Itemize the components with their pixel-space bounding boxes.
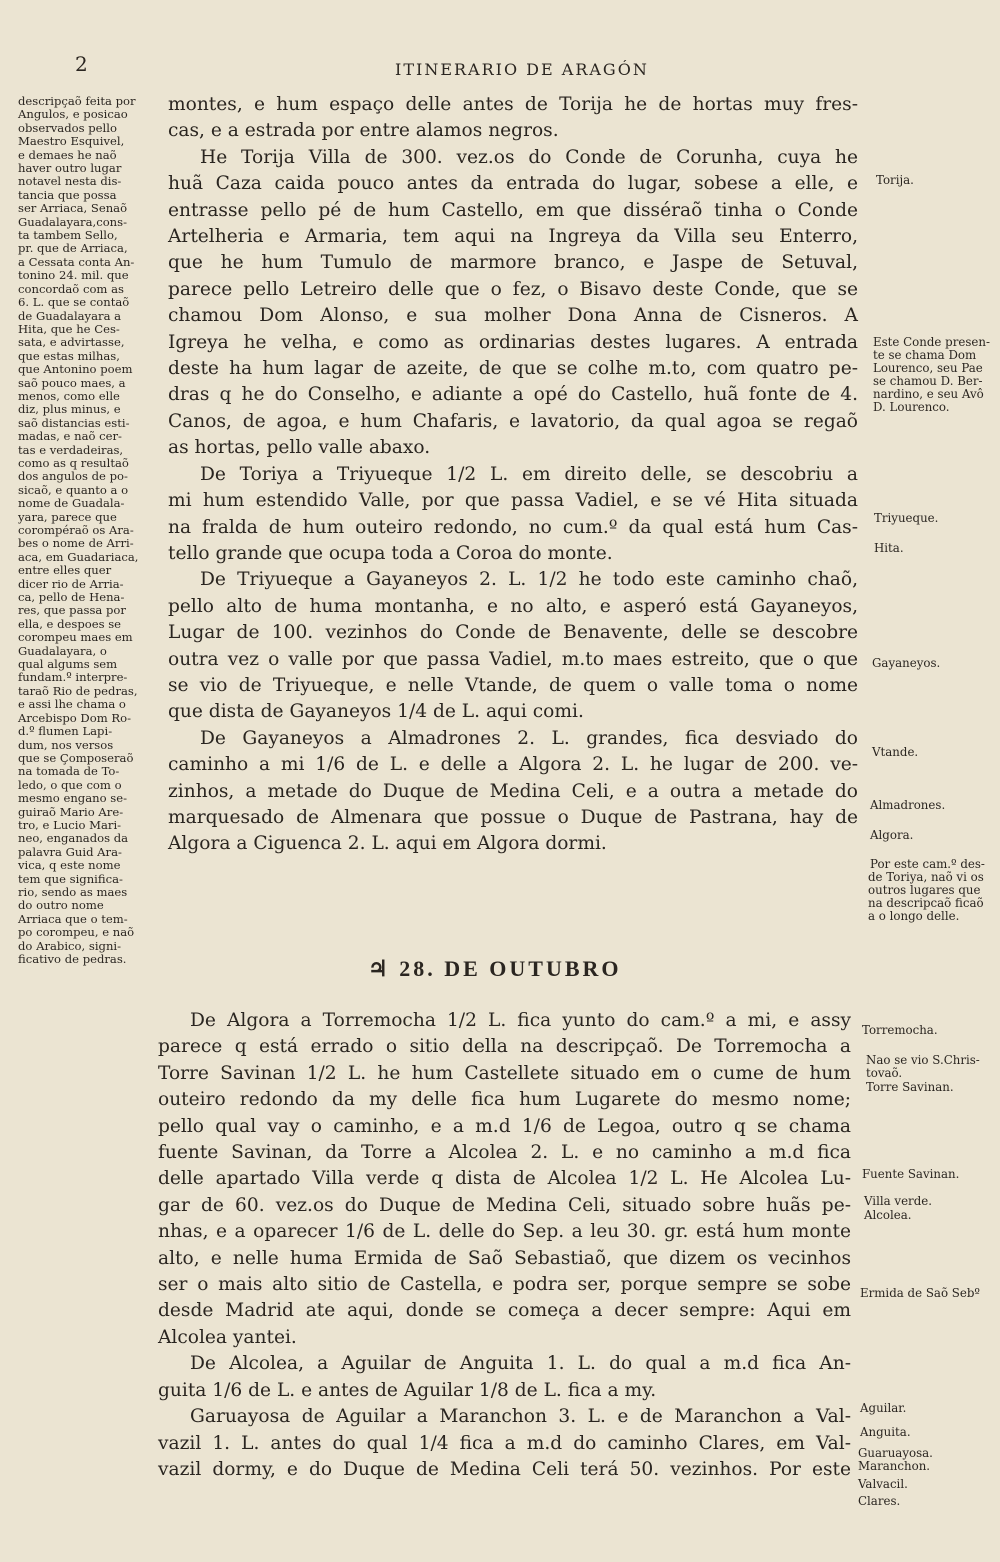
left-note-line: aca, em Guadariaca, [18,549,139,564]
left-note-line: qual algums sem [18,657,118,672]
main-text-block-2 [158,1008,851,1483]
left-note-line: Hita, que he Ces- [18,321,120,336]
side-note: Este Conde presen- [873,335,990,349]
running-head: ITINERARIO DE ARAGÓN [395,60,649,79]
left-note-line: entre elles quer [18,563,112,578]
side-note: te se chama Dom [873,348,977,362]
left-note-line: ta tambem Sello, [18,228,118,243]
left-note-line: corompeu maes em [18,630,133,645]
page-number: 2 [75,52,88,76]
text-line: desde Madrid ate aqui, donde se começa a decer sempre: Aqui em [158,1300,851,1322]
left-margin-note [18,95,164,966]
side-note: Almadrones. [870,798,946,812]
left-note-line: menos, como elle [18,388,120,403]
text-line: entrasse pello pé de hum Castello, em que disséraõ tinha o Conde [168,199,858,221]
side-note: Valvacil. [858,1477,908,1491]
side-note: Lourenco, seu Pae [873,361,983,375]
side-note: a o longo delle. [868,909,960,923]
left-note-line: tonino 24. mil. que [18,268,129,283]
left-note-line: 6. L. que se contaõ [18,295,130,310]
left-note-line: na tomada de To- [18,764,120,779]
text-line: dras q he do Conselho, e adiante a opé do Castello, huã fonte de 4. [168,384,858,406]
left-note-line: palavra Guid Ara- [18,844,122,859]
text-line: De Alcolea, a Aguilar de Anguita 1. L. do qual a m.d fica An- [190,1353,851,1375]
side-note: Torremocha. [862,1023,938,1037]
side-note: tovaõ. [866,1066,903,1080]
side-note: Villa verde. [864,1194,932,1208]
left-note-line: ella, e despoes se [18,616,122,631]
text-line: delle apartado Villa verde q dista de Alcolea 1/2 L. He Alcolea Lu- [158,1168,851,1190]
text-line: outra vez o valle por que passa Vadiel, m.to maes estreito, que o que [168,648,858,670]
left-note-line: Angulos, e posicao [18,107,128,122]
left-note-line: mesmo engano se- [18,791,127,806]
left-note-line: e demaes he naõ [18,147,117,162]
text-line: parece q está errado o sitio della na descripçaõ. De Torremocha a [158,1036,851,1058]
left-note-line: saõ pouco maes, a [18,375,126,390]
text-line: De Gayaneyos a Almadrones 2. L. grandes, fica desviado do [200,727,858,749]
text-line: caminho a mi 1/6 de L. e delle a Algora 2. L. he lugar de 200. ve- [168,754,858,776]
left-note-line: neo, enganados da [18,831,129,846]
text-line: na fralda de hum outeiro redondo, no cum.º da qual está hum Cas- [168,516,858,538]
left-note-line: vica, q este nome [18,858,121,873]
left-note-line: ser Arriaca, Senaõ [18,201,128,216]
text-line: marquesado de Almenara que possue o Duque de Pastrana, hay de [168,806,858,828]
text-line: deste ha hum lagar de azeite, de que se colhe m.to, com quatro pe- [168,358,858,380]
main-text-block-1 [168,92,858,858]
left-note-line: sicaõ, e quanto a o [18,482,129,497]
left-note-line: bes o nome de Arri- [18,536,134,551]
text-line: Artelheria e Armaria, tem aqui na Ingreya da Villa seu Enterro, [168,226,858,248]
left-note-line: a Cessata conta An- [18,254,135,269]
text-line: pello qual vay o caminho, e a m.d 1/6 de Legoa, outro q se chama [158,1115,851,1137]
side-note: Guaruayosa. [858,1446,933,1460]
text-line: He Torija Villa de 300. vez.os do Conde de Corunha, cuya he [200,146,858,168]
side-note: Vtande. [872,745,919,759]
side-note: de Toriya, naõ vi os [868,870,984,884]
side-note: Ermida de Saõ Sebº [860,1286,980,1300]
left-note-line: observados pello [18,120,117,135]
text-line: as hortas, pello valle abaxo. [168,437,431,459]
text-line: huã Caza caida pouco antes da entrada do lugar, sobese a elle, e [168,173,858,195]
text-line: Canos, de agoa, e hum Chafaris, e lavatorio, da qual agoa se regaõ [168,410,858,432]
left-note-line: madas, e naõ cer- [18,429,122,444]
side-note: Algora. [870,828,914,842]
left-note-line: como as q resultaõ [18,455,129,470]
side-note: na descripcaõ ficaõ [868,896,984,910]
text-line: montes, e hum espaço delle antes de Torija he de hortas muy fres- [168,94,858,115]
left-note-line: Guadalayara,cons- [18,214,128,229]
text-line: pello alto de huma montanha, e no alto, e asperó está Gayaneyos, [168,595,858,617]
text-line: ser o mais alto sitio de Castella, e podra ser, porque sempre se sobe [158,1274,851,1296]
text-line: se vio de Triyueque, e nelle Vtande, de quem o valle toma o nome [168,674,858,696]
left-note-line: diz, plus minus, e [18,402,121,417]
text-line: vazil dormy, e do Duque de Medina Celi terá 50. vezinhos. Por este [158,1458,851,1480]
side-note: Hita. [874,541,904,555]
left-note-line: haver outro lugar [18,161,122,176]
left-note-line: Arcebispo Dom Ro- [18,710,132,725]
side-note: Torre Savinan. [866,1080,954,1094]
text-line: fuente Savinan, da Torre a Alcolea 2. L. e no caminho a m.d fica [158,1142,851,1164]
left-note-line: que se Çomposeraõ [18,750,134,765]
text-line: tello grande que ocupa toda a Coroa do monte. [168,542,613,564]
side-note: Anguita. [860,1425,911,1439]
side-note: Nao se vio S.Chris- [866,1053,980,1067]
side-note: Fuente Savinan. [862,1167,960,1181]
left-note-line: tas e verdadeiras, [18,442,124,457]
left-note-line: saõ distancias esti- [18,415,130,430]
text-line: gar de 60. vez.os do Duque de Medina Celi, situado sobre huãs pe- [158,1194,851,1216]
side-note: Por este cam.º des- [870,857,985,871]
left-note-line: de Guadalayara a [18,308,122,323]
left-note-line: ca, pello de Hena- [18,590,125,605]
left-note-line: descripçaõ feita por [18,94,136,108]
text-line: Garuayosa de Aguilar a Maranchon 3. L. e de Maranchon a Val- [190,1406,851,1428]
left-note-line: ficativo de pedras. [18,952,127,966]
left-note-line: res, que passa por [18,603,126,618]
left-note-line: d.º flumen Lapi- [18,724,113,739]
left-note-line: nome de Guadala- [18,496,125,511]
text-line: mi hum estendido Valle, por que passa Vadiel, e se vé Hita situada [168,490,858,512]
text-line: que dista de Gayaneyos 1/4 de L. aqui comi. [168,701,584,723]
left-note-line: tro, e Lucio Mari- [18,817,122,832]
left-note-line: taraõ Rio de pedras, [18,683,138,698]
side-note: Alcolea. [864,1208,912,1222]
text-line: guita 1/6 de L. e antes de Aguilar 1/8 de L. fica a my. [158,1379,657,1401]
side-note: Clares. [858,1494,901,1508]
text-line: De Algora a Torremocha 1/2 L. fica yunto do cam.º a mi, e assy [190,1010,851,1031]
text-line: parece pello Letreiro delle que o fez, o Bisavo deste Conde, que se [168,278,858,300]
text-line: alto, e nelle huma Ermida de Saõ Sebastiaõ, que dizem os vecinhos [158,1247,851,1269]
text-line: outeiro redondo da my delle fica hum Lugarete do mesmo nome; [158,1089,851,1111]
left-note-line: que estas milhas, [18,348,120,363]
side-note: outros lugares que [868,883,981,897]
left-note-line: po corompeu, e naõ [18,925,135,940]
left-note-line: fundam.º interpre- [18,670,128,685]
side-note: Torija. [876,173,914,187]
left-note-line: que Antonino poem [18,362,133,377]
text-line: zinhos, a metade do Duque de Medina Celi, e a outra a metade do [168,780,858,802]
text-line: Algora a Ciguenca 2. L. aqui em Algora dormi. [168,833,607,855]
left-note-line: rio, sendo as maes [18,884,128,899]
text-line: vazil 1. L. antes do qual 1/4 fica a m.d do caminho Clares, em Val- [158,1432,851,1454]
left-note-line: Arriaca que o tem- [18,911,128,926]
left-note-line: ledo, o que com o [18,777,122,792]
left-note-line: tem que significa- [18,871,123,886]
side-note: Maranchon. [858,1459,931,1473]
text-line: que he hum Tumulo de marmore branco, e Jaspe de Setuval, [168,252,858,274]
left-note-line: tancia que possa [18,187,117,202]
side-note: Triyueque. [874,511,939,525]
text-line: Torre Savinan 1/2 L. he hum Castellete situado em o cume de hum [158,1062,851,1084]
left-note-line: notavel nesta dis- [18,174,122,189]
side-note: Aguilar. [860,1401,907,1415]
left-note-line: do Arabico, signi- [18,938,122,953]
text-line: nhas, e a oparecer 1/6 de L. delle do Sep. a leu 30. gr. está hum monte [158,1221,851,1243]
left-note-line: e assi lhe chama o [18,697,126,712]
text-line: cas, e a estrada por entre alamos negros. [168,120,559,142]
left-note-line: corompéraõ os Ara- [18,523,134,537]
left-note-line: dos angulos de po- [18,469,128,484]
side-note: D. Lourenco. [873,400,950,414]
text-line: De Triyueque a Gayaneyos 2. L. 1/2 he todo este caminho chaõ, [200,569,858,591]
side-note: se chamou D. Ber- [873,374,983,388]
left-note-line: dum, nos versos [18,737,114,752]
text-line: Alcolea yantei. [158,1326,297,1348]
text-line: chamou Dom Alonso, e sua molher Dona Anna de Cisneros. A [168,305,858,327]
left-note-line: guiraõ Mario Are- [18,804,124,819]
left-note-line: Guadalayara, o [18,643,107,658]
left-note-line: yara, parece que [18,509,117,524]
side-note: nardino, e seu Avô [873,387,984,401]
left-note-line: Maestro Esquivel, [18,134,125,149]
left-note-line: dicer rio de Arria- [18,576,124,591]
left-note-line: do outro nome [18,898,104,913]
section-heading: ♃ 28. DE OUTUBRO [368,956,622,981]
text-line: De Toriya a Triyueque 1/2 L. em direito delle, se descobriu a [200,463,858,485]
left-note-line: sata, e advirtasse, [18,335,125,350]
side-note: Gayaneyos. [872,656,941,670]
text-line: Igreya he velha, e como as ordinarias destes lugares. A entrada [168,331,858,353]
left-note-line: pr. que de Arriaca, [18,241,128,256]
text-line: Lugar de 100. vezinhos do Conde de Benavente, delle se descobre [168,622,858,644]
left-note-line: concordaõ com as [18,281,124,296]
